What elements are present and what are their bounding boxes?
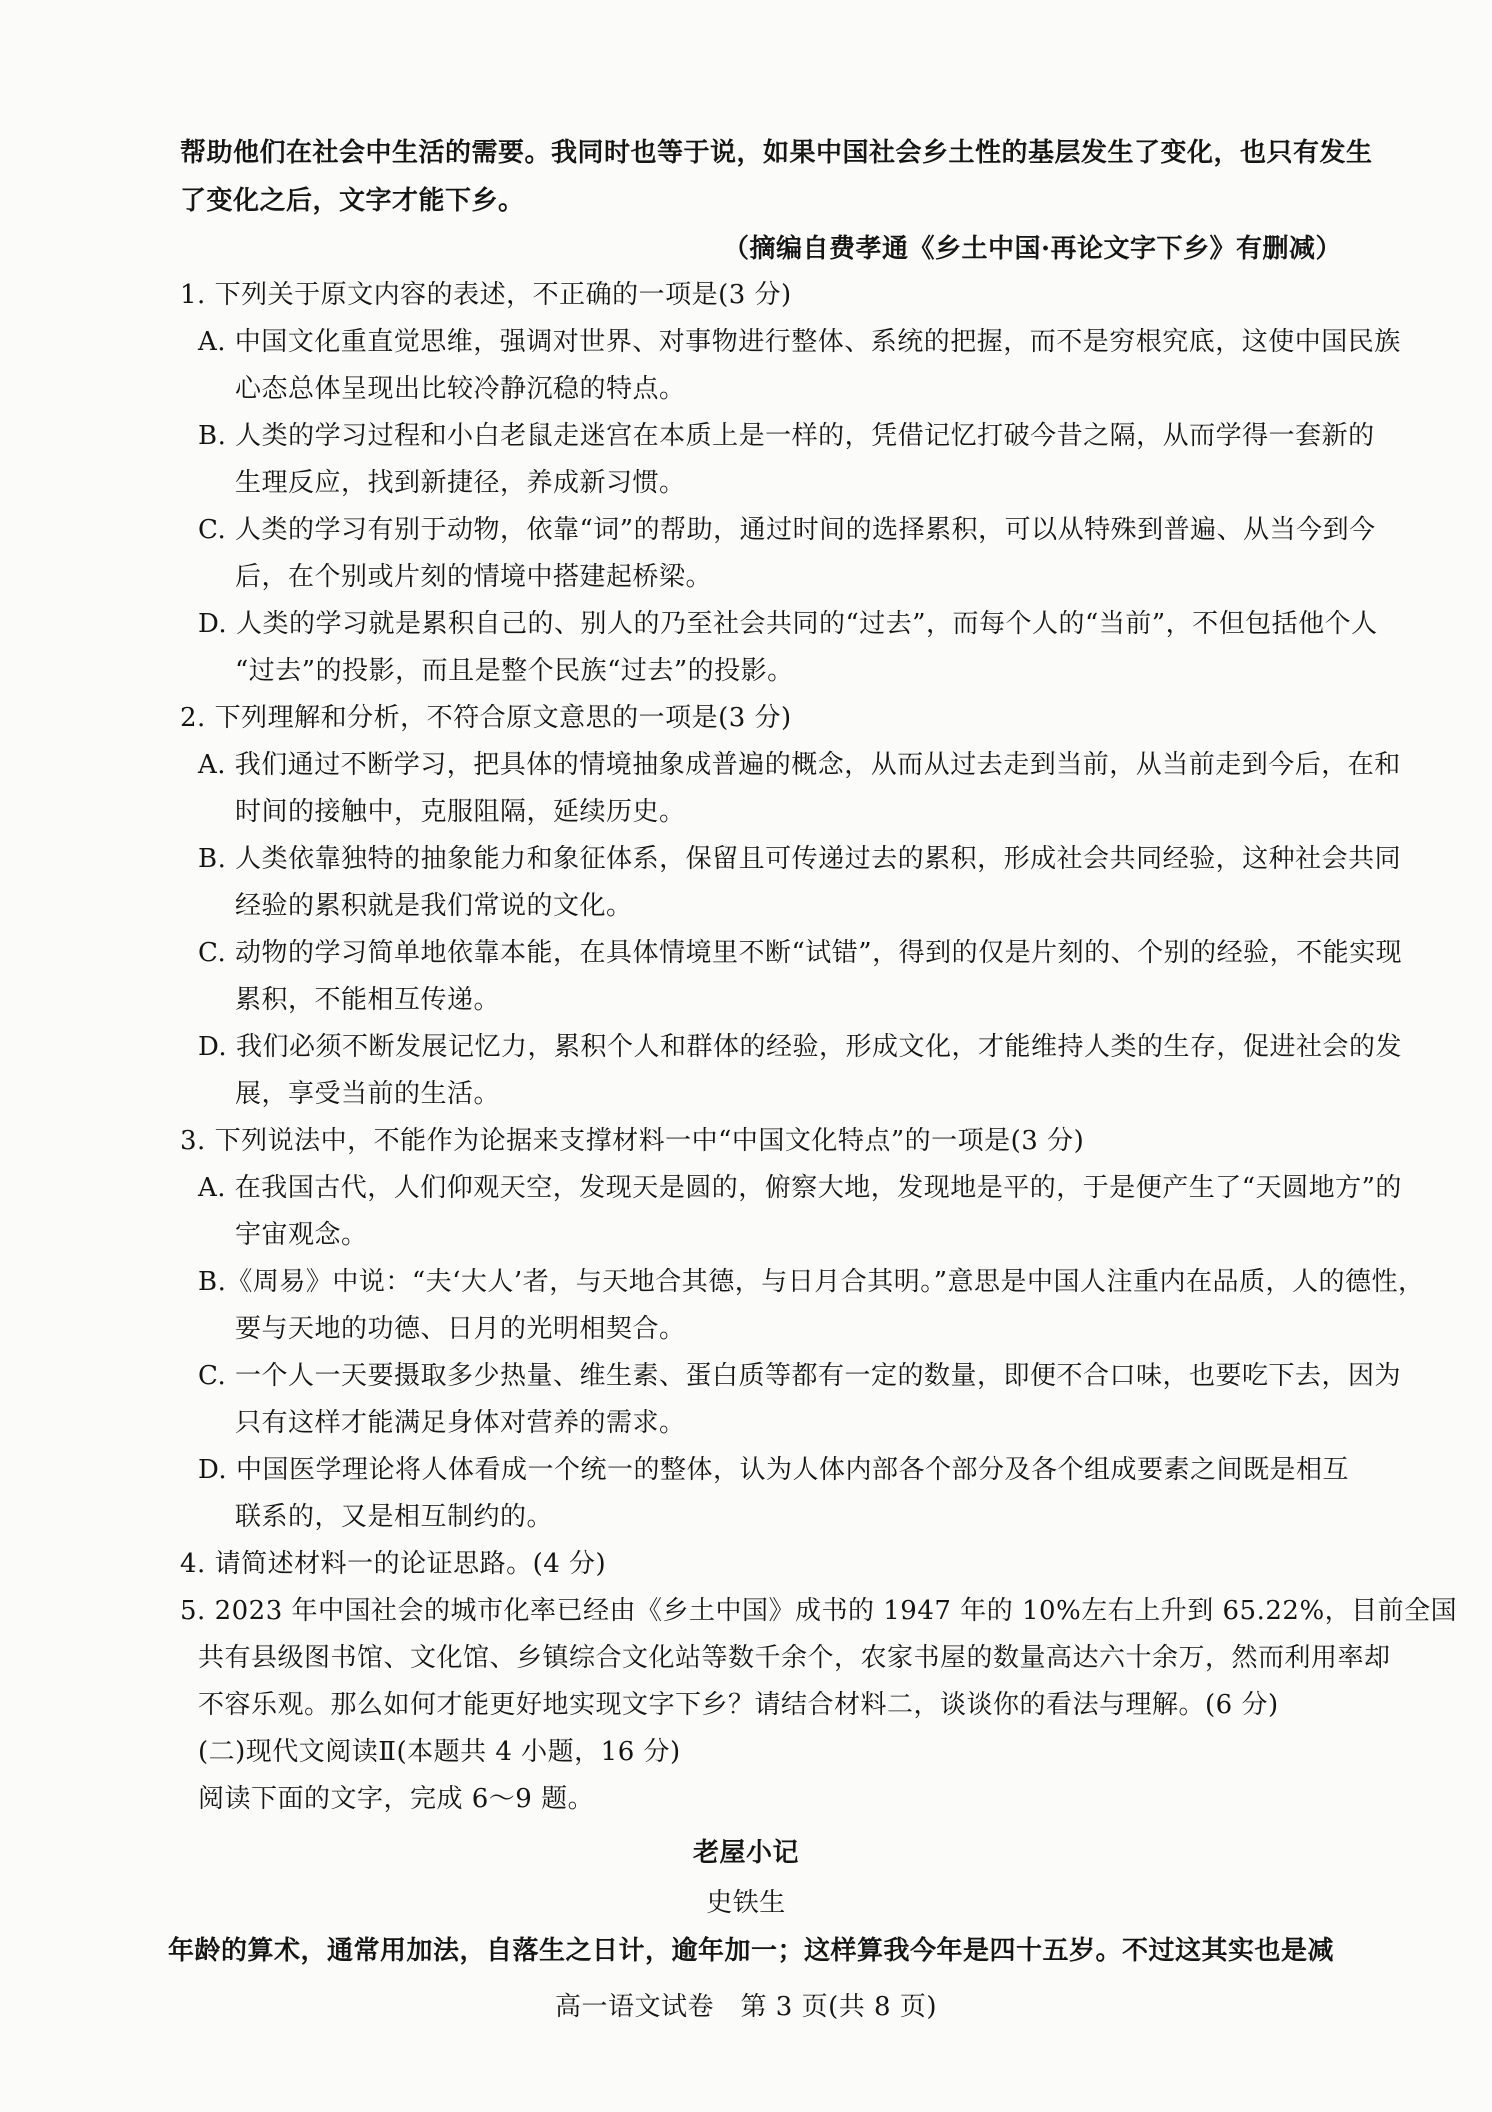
q2-option-b-line-2: 经验的累积就是我们常说的文化。: [235, 891, 633, 921]
question-5-line-2: 共有县级图书馆、文化馆、乡镇综合文化站等数千余个，农家书屋的数量高达六十余万，然而利用率却: [198, 1643, 1391, 1673]
section-instruction: 阅读下面的文字，完成 6～9 题。: [198, 1784, 595, 1814]
q2-option-c-line-1: C. 动物的学习简单地依靠本能，在具体情境里不断“试错”，得到的仅是片刻的、个别的经验，不能实现: [198, 938, 1403, 968]
source-citation: （摘编自费孝通《乡土中国·再论文字下乡》有删减）: [722, 234, 1342, 264]
q1-option-d-line-2: “过去”的投影，而且是整个民族“过去”的投影。: [235, 656, 794, 686]
q1-option-d-line-1: D. 人类的学习就是累积自己的、别人的乃至社会共同的“过去”，而每个人的“当前”，不但包括他个人: [198, 609, 1378, 639]
article-title: 老屋小记: [692, 1838, 799, 1868]
q1-option-b-line-1: B. 人类的学习过程和小白老鼠走迷宫在本质上是一样的，凭借记忆打破今昔之隔，从而学得一套新的: [198, 421, 1375, 451]
question-5-line-3: 不容乐观。那么如何才能更好地实现文字下乡？请结合材料二，谈谈你的看法与理解。(6 分): [198, 1690, 1279, 1720]
question-3-stem: 3. 下列说法中，不能作为论据来支撑材料一中“中国文化特点”的一项是(3 分): [180, 1126, 1085, 1156]
q2-option-d-line-2: 展，享受当前的生活。: [235, 1079, 501, 1109]
question-5-line-1: 5. 2023 年中国社会的城市化率已经由《乡土中国》成书的 1947 年的 10%左右上升到 65.22%，目前全国: [180, 1596, 1458, 1626]
question-4-stem: 4. 请简述材料一的论证思路。(4 分): [180, 1549, 607, 1579]
question-1-stem: 1. 下列关于原文内容的表述，不正确的一项是(3 分): [180, 280, 792, 310]
q2-option-a-line-2: 时间的接触中，克服阻隔，延续历史。: [235, 797, 686, 827]
q1-option-b-line-2: 生理反应，找到新捷径，养成新习惯。: [235, 468, 686, 498]
q3-option-b-line-2: 要与天地的功德、日月的光明相契合。: [235, 1314, 686, 1344]
intro-line-2: 了变化之后，文字才能下乡。: [180, 186, 525, 216]
q1-option-c-line-1: C. 人类的学习有别于动物，依靠“词”的帮助，通过时间的选择累积，可以从特殊到普遍、从当今到今: [198, 515, 1376, 545]
intro-line-1: 帮助他们在社会中生活的需要。我同时也等于说，如果中国社会乡土性的基层发生了变化，也只有发生: [180, 138, 1373, 168]
q3-option-d-line-2: 联系的，又是相互制约的。: [235, 1502, 554, 1532]
q1-option-a-line-1: A. 中国文化重直觉思维，强调对世界、对事物进行整体、系统的把握，而不是穷根究底，这使中国民族: [198, 327, 1401, 357]
q2-option-a-line-1: A. 我们通过不断学习，把具体的情境抽象成普遍的概念，从而从过去走到当前，从当前走到今后，在和: [198, 750, 1401, 780]
page-footer: 高一语文试卷 第 3 页(共 8 页): [555, 1992, 937, 2022]
q2-option-d-line-1: D. 我们必须不断发展记忆力，累积个人和群体的经验，形成文化，才能维持人类的生存，促进社会的发: [198, 1032, 1402, 1062]
q3-option-c-line-1: C. 一个人一天要摄取多少热量、维生素、蛋白质等都有一定的数量，即便不合口味，也要吃下去，因为: [198, 1361, 1401, 1391]
q2-option-c-line-2: 累积，不能相互传递。: [235, 985, 501, 1015]
q2-option-b-line-1: B. 人类依靠独特的抽象能力和象征体系，保留且可传递过去的累积，形成社会共同经验，这种社会共同: [198, 844, 1402, 874]
article-first-line: 年龄的算术，通常用加法，自落生之日计，逾年加一；这样算我今年是四十五岁。不过这其实也是减: [168, 1936, 1335, 1966]
section-heading: (二)现代文阅读Ⅱ(本题共 4 小题，16 分): [198, 1737, 681, 1767]
question-2-stem: 2. 下列理解和分析，不符合原文意思的一项是(3 分): [180, 703, 792, 733]
q3-option-a-line-1: A. 在我国古代，人们仰观天空，发现天是圆的，俯察大地，发现地是平的，于是便产生了“天圆地方”的: [198, 1173, 1402, 1203]
q3-option-a-line-2: 宇宙观念。: [235, 1220, 368, 1250]
q1-option-a-line-2: 心态总体呈现出比较冷静沉稳的特点。: [235, 374, 686, 404]
q1-option-c-line-2: 后，在个别或片刻的情境中搭建起桥梁。: [235, 562, 713, 592]
q3-option-c-line-2: 只有这样才能满足身体对营养的需求。: [235, 1408, 686, 1438]
q3-option-d-line-1: D. 中国医学理论将人体看成一个统一的整体，认为人体内部各个部分及各个组成要素之间既是相互: [198, 1455, 1349, 1485]
q3-option-b-line-1: B.《周易》中说：“夫‘大人’者，与天地合其德，与日月合其明。”意思是中国人注重内在品质，人的德性，: [198, 1267, 1425, 1297]
article-author: 史铁生: [706, 1888, 786, 1918]
